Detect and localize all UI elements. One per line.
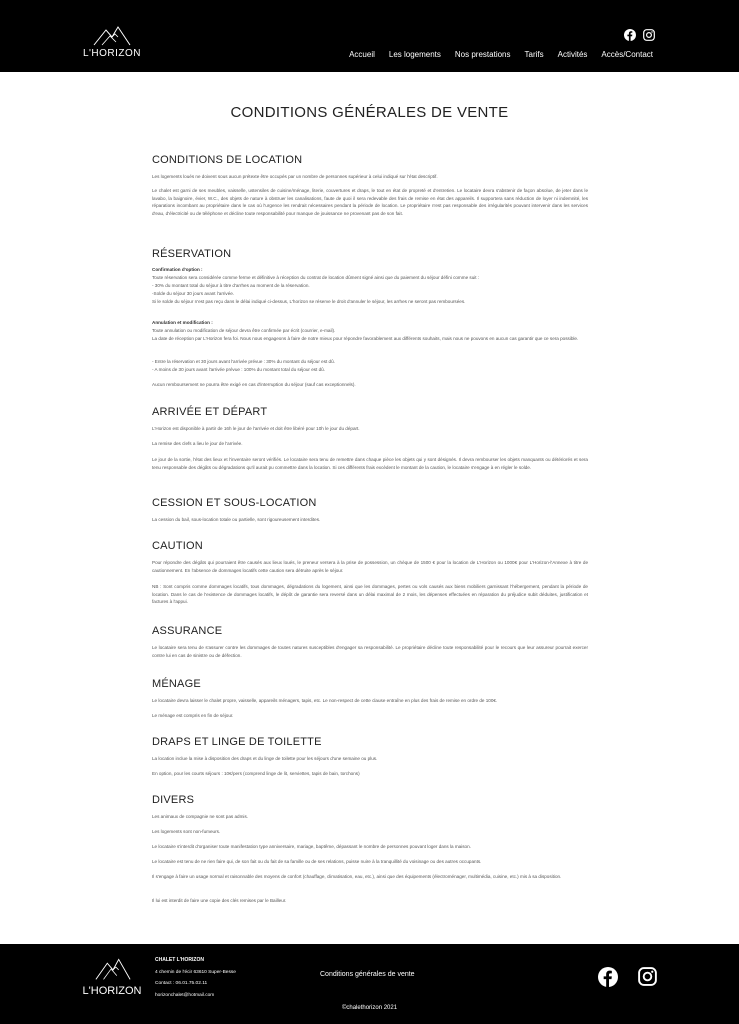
footer-cgv-link[interactable]: Conditions générales de vente — [320, 971, 415, 978]
footer-copyright: ©chalethorizon 2021 — [341, 1005, 398, 1011]
footer-contact: Contact : 06.01.75.02.11 — [155, 981, 208, 986]
nav-prestations[interactable]: Nos prestations — [454, 50, 511, 59]
paragraph: Si le solde du séjour n'est pas reçu dans le délai indiqué ci-dessus, L'horizon se réserve le droit d'annuler le séjour, les arrhes ne seront pas remboursées. — [152, 299, 466, 304]
section-title-caution: CAUTION — [152, 540, 203, 552]
section-title-reservation: RÉSERVATION — [152, 248, 232, 260]
footer-info — [155, 955, 236, 1001]
mountain-logo-icon — [94, 955, 132, 981]
paragraph: Il lui est interdit de faire une copie des clés remises par le Bailleur. — [152, 898, 287, 903]
section-title-menage: MÉNAGE — [152, 678, 201, 690]
subheading-text: Confirmation d'option : — [152, 267, 203, 272]
paragraph: -Solde du séjour 30 jours avant l'arrivée. — [152, 291, 235, 296]
paragraph: Les logements loués ne doivent sous aucun prétexte être occupés par un nombre de personnes supérieur à celui indiqué sur l'état descriptif. — [152, 174, 438, 179]
page-title: CONDITIONS GÉNÉRALES DE VENTE — [230, 104, 509, 121]
footer-company-name: CHALET L'HORIZON — [155, 957, 204, 963]
paragraph: La cession du bail, sous-location totale ou partielle, sont rigoureusement interdites. — [152, 517, 321, 522]
facebook-icon[interactable] — [598, 967, 618, 987]
paragraph: L'Horizon est disponible à partir de 16h le jour de l'arrivée et doit être libéré pour 10h le jour du départ. — [152, 426, 360, 431]
paragraph: NB : Sont compris comme dommages locatifs, tous dommages, dégradations du logement, ainsi que les dommages, pertes ou vols causés aux biens mobiliers garnissant l'hébergement, pendant la période de location. Dans le cas de l'existence de dommages locatifs, le dépôt de garantie sera reversé dans un délai maximal de 2 mois, les dépenses effectuées en réparation du préjudice subit déduites, justification et factures à l'appui. — [152, 584, 588, 604]
paragraph: Toute annulation ou modification de séjour devra être confirmée par écrit (courrier, e-mail). — [152, 328, 336, 333]
paragraph: Toute réservation sera considérée comme ferme et définitive à réception du contrat de location dûment signé ainsi que du paiement du séjour défini comme suit : — [152, 275, 480, 280]
subheading-text: Annulation et modification : — [152, 320, 213, 325]
logo-text: L'HORIZON — [82, 48, 142, 59]
section-title-cession: CESSION ET SOUS-LOCATION — [152, 497, 317, 509]
paragraph: Le jour de la sortie, l'état des lieux et l'inventaire seront vérifiés. Le locataire sera tenu de remettre dans chaque pièce les objets qui y sont désignés. Il devra rembourser les objets manquants ou détériorés et sera tenu responsable des dégâts ou dégradations qu'il aurait pu commettre dans la location. Si ces différents frais excèdent le montant de la caution, le locataire s'engage à en régler le solde. — [152, 457, 588, 470]
footer-address: 4 chemin de l'écir 63610 Super-Besse — [155, 969, 236, 975]
nav-tarifs[interactable]: Tarifs — [524, 50, 544, 59]
paragraph: Le chalet est garni de ses meubles, vaisselle, ustensiles de cuisine/ménage, literie, couvertures et draps, le tout en état de propreté et d'entretien. Le locataire devra s'abstenir de façon absolue, de jeter dans le lavabo, la baignoire, évier, W.C., des objets de nature à obstruer les canalisations, faute de quoi il sera redevable des frais de remise en état des appareils. Il supportera sans réduction de loyer ni indemnité, les réparations incombant au propriétaire dans le cas où l'urgence les rendrait nécessaires pendant la période de location. Le propriétaire n'est pas responsable des irrégularités pouvant intervenir dans les services d'eau, d'électricité ou de téléphone et décline toute responsabilité pour manque de jouissance ne provenant pas de son fait. — [152, 188, 588, 216]
facebook-icon[interactable] — [624, 29, 636, 41]
paragraph: Le locataire sera tenu de s'assurer contre les dommages de toutes natures susceptibles d'engager sa responsabilité. Le propriétaire décline toute responsabilité pour le recours que leur assureur pourrait exercer contre lui en cas de sinistre ou de défection. — [152, 645, 588, 658]
paragraph: La remise des clefs a lieu le jour de l'arrivée. — [152, 441, 243, 446]
main-nav — [335, 50, 653, 59]
footer-email[interactable]: horizonchalet@hotmail.com — [155, 992, 215, 998]
subheading — [152, 266, 588, 274]
instagram-icon[interactable] — [638, 967, 657, 986]
nav-acces-contact[interactable]: Accès/Contact — [601, 50, 653, 59]
footer-logo[interactable] — [82, 955, 142, 997]
site-logo[interactable] — [82, 24, 142, 64]
paragraph: Pour répondre des dégâts qui pourraient être causés aux lieux loués, le preneur versera à la prise de possession, un chèque de 1500 € pour la location de L'Horizon ou 1000€ pour L'Horizon-l'Annexe à titre de cautionnement. En l'absence de dommages locatifs cette caution sera détruite après le séjour. — [152, 560, 588, 573]
nav-activites[interactable]: Activités — [557, 50, 588, 59]
section-title-location: CONDITIONS DE LOCATION — [152, 154, 303, 166]
paragraph: Il s'engage à faire un usage normal et raisonnable des moyens de confort (chauffage, climatisation, eau, etc.), ainsi que des équipements (électroménager, multimédia, cuisine, etc.) mis à sa disposition. — [152, 874, 562, 879]
paragraph: Le ménage est compris en fin de séjour. — [152, 713, 234, 718]
paragraph: Les logements sont non-fumeurs. — [152, 829, 221, 834]
nav-accueil[interactable]: Accueil — [349, 50, 375, 59]
paragraph: En option, pour les courts séjours : 10€/pers (comprend linge de lit, serviettes, tapis de bain, torchons) — [152, 771, 360, 776]
paragraph: Le locataire est tenu de ne rien faire qui, de son fait ou du fait de sa famille ou de ses relations, puisse nuire à la tranquillité du voisinage ou des autres occupants. — [152, 859, 482, 864]
mountain-logo-icon — [92, 24, 132, 46]
paragraph: La location inclue la mise à disposition des draps et du linge de toilette pour les séjours d'une semaine ou plus. — [152, 756, 378, 761]
section-title-draps: DRAPS ET LINGE DE TOILETTE — [152, 736, 322, 748]
paragraph: - A moins de 30 jours avant l'arrivée prévue : 100% du montant total du séjour est dû. — [152, 367, 325, 372]
section-title-arrivee: ARRIVÉE ET DÉPART — [152, 406, 268, 418]
paragraph: La date de réception par L'Horizon fera foi. Nous nous engageons à faire de notre mieux pour répondre favorablement aux différents souhaits, mais nous ne pouvons en aucun cas garantir que ce sera possible. — [152, 336, 579, 341]
section-title-assurance: ASSURANCE — [152, 625, 223, 637]
section-title-divers: DIVERS — [152, 794, 195, 806]
paragraph: Le locataire devra laisser le chalet propre, vaisselle, appareils ménagers, tapis, etc. Le non-respect de cette clause entraîne en plus des frais de remise en ordre de 100€. — [152, 698, 498, 703]
nav-logements[interactable]: Les logements — [388, 50, 441, 59]
paragraph: - 30% du montant total du séjour à titre d'arrhes au moment de la réservation. — [152, 283, 310, 288]
site-header — [0, 0, 739, 72]
paragraph: Aucun remboursement ne pourra être exigé en cas d'interruption du séjour (sauf cas exceptionnels). — [152, 382, 356, 387]
subheading — [152, 319, 588, 327]
paragraph: Les animaux de compagnie ne sont pas admis. — [152, 814, 249, 819]
paragraph: Le locataire s'interdit d'organiser toute manifestation type anniversaire, mariage, baptême, dépassant le nombre de personnes pouvant loger dans la maison. — [152, 844, 471, 849]
instagram-icon[interactable] — [643, 29, 655, 41]
footer-logo-text: L'HORIZON — [82, 985, 142, 997]
paragraph: - Entre la réservation et 30 jours avant l'arrivée prévue : 30% du montant du séjour est dû. — [152, 359, 335, 364]
